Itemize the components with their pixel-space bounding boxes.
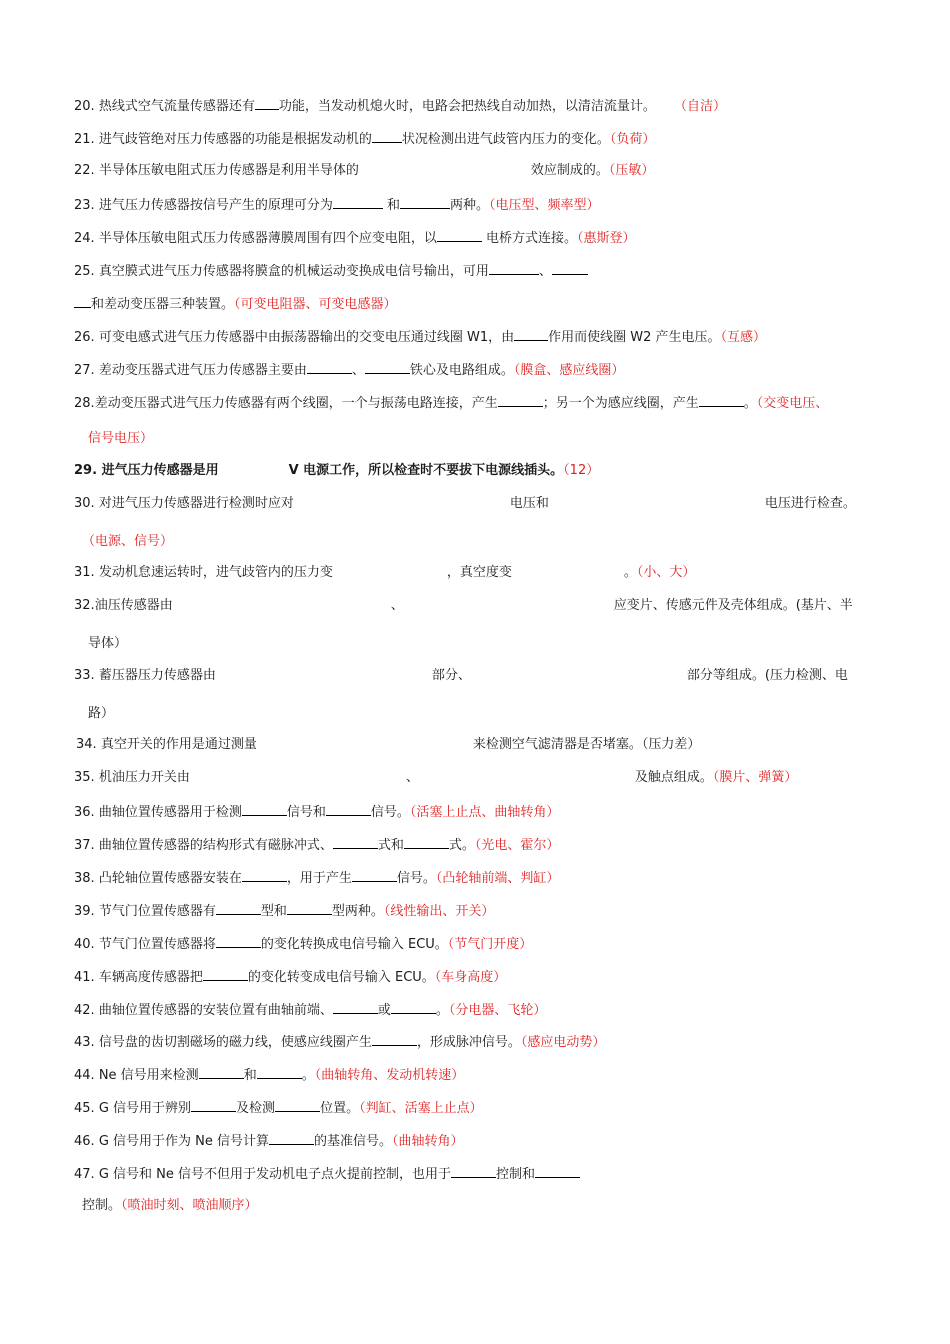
q-text: 真空开关的作用是通过测量 bbox=[100, 737, 257, 752]
q-text: G 信号和 Ne 信号不但用于发动机电子点火提前控制，也用于 bbox=[98, 1167, 452, 1182]
question-20 bbox=[74, 96, 726, 116]
blank bbox=[191, 1098, 236, 1112]
q-text: 可变电感式进气压力传感器中由振荡器输出的交变电压通过线圈 W1，由 bbox=[98, 330, 515, 345]
answer: （曲轴转角、发动机转速） bbox=[314, 1068, 465, 1083]
q-text: 差动变压器式进气压力传感器有两个线圈，一个与振荡电路连接，产生 bbox=[94, 396, 498, 411]
q-text: 、 bbox=[351, 363, 365, 378]
q-num: 36. bbox=[74, 805, 95, 820]
blank bbox=[372, 129, 402, 143]
q-text: 式。 bbox=[448, 838, 475, 853]
q-text: 电压和 bbox=[509, 496, 549, 511]
question-44 bbox=[74, 1065, 464, 1085]
answer: （膜盒、感应线圈） bbox=[513, 363, 625, 378]
q-text: 真空膜式进气压力传感器将膜盒的机械运动变换成电信号输出，可用 bbox=[98, 264, 489, 279]
answer: （电压型、频率型） bbox=[489, 198, 600, 213]
q-text: 、 bbox=[390, 598, 404, 613]
q-text: 电压进行检查。 bbox=[764, 496, 856, 511]
q-text: ，形成脉冲信号。 bbox=[416, 1035, 521, 1050]
q-text: 信号。 bbox=[396, 871, 436, 886]
blank bbox=[287, 901, 332, 915]
q-num: 23. bbox=[74, 198, 95, 213]
q-text: 或 bbox=[377, 1003, 391, 1018]
q-text: 式和 bbox=[377, 838, 404, 853]
q-text: 。 bbox=[435, 1003, 449, 1018]
answer: （感应电动势） bbox=[520, 1035, 606, 1050]
q-text: 进气歧管绝对压力传感器的功能是根据发动机的 bbox=[98, 132, 372, 147]
answer: （电源、信号） bbox=[82, 534, 174, 549]
q-text: 功能，当发动机熄火时，电路会把热线自动加热，以清洁流量计。 bbox=[278, 99, 656, 114]
q-text: 机油压力开关由 bbox=[98, 770, 190, 785]
q-text: ，真空度变 bbox=[446, 565, 512, 580]
q-text: 部分等组成。(压力检测、电 bbox=[686, 668, 848, 683]
blank bbox=[352, 868, 397, 882]
answer: （节气门开度） bbox=[447, 937, 533, 952]
answer: （活塞上止点、曲轴转角） bbox=[409, 805, 560, 820]
q-text: 控制和 bbox=[496, 1167, 536, 1182]
q-text: G 信号用于辨别 bbox=[98, 1101, 192, 1116]
question-31 bbox=[74, 564, 695, 582]
blank bbox=[333, 195, 383, 209]
question-47 bbox=[74, 1164, 580, 1184]
q-text: ，用于产生 bbox=[286, 871, 352, 886]
q-text: 的变化转换成电信号输入 ECU。 bbox=[260, 937, 448, 952]
q-text: 曲轴位置传感器用于检测 bbox=[98, 805, 242, 820]
question-27 bbox=[74, 360, 624, 380]
q-num: 41. bbox=[74, 970, 95, 985]
q-text: 油压传感器由 bbox=[94, 598, 173, 613]
q-text: V 电源工作，所以检查时不要拔下电源线插头。 bbox=[288, 463, 564, 478]
question-47-cont bbox=[82, 1197, 258, 1215]
blank bbox=[365, 360, 410, 374]
q-text: 曲轴位置传感器的安装位置有曲轴前端、 bbox=[98, 1003, 333, 1018]
blank bbox=[514, 327, 548, 341]
q-text: 热线式空气流量传感器还有 bbox=[98, 99, 255, 114]
q-text: 对进气压力传感器进行检测时应对 bbox=[98, 496, 294, 511]
q-text: 。 bbox=[743, 396, 757, 411]
answer: （光电、霍尔） bbox=[474, 838, 560, 853]
q-num: 20. bbox=[74, 99, 95, 114]
question-42 bbox=[74, 1000, 546, 1020]
q-text: 来检测空气滤清器是否堵塞。（压力差） bbox=[472, 737, 701, 752]
blank bbox=[242, 802, 287, 816]
q-text: 进气压力传感器是用 bbox=[101, 463, 219, 478]
question-30 bbox=[74, 495, 856, 513]
q-text: 控制。 bbox=[82, 1198, 122, 1213]
blank bbox=[216, 901, 261, 915]
question-29 bbox=[74, 462, 599, 480]
q-text: 信号和 bbox=[286, 805, 326, 820]
q-text: 节气门位置传感器有 bbox=[98, 904, 216, 919]
q-text: 及检测 bbox=[236, 1101, 276, 1116]
q-num: 42. bbox=[74, 1003, 95, 1018]
blank bbox=[391, 1000, 436, 1014]
answer: （自洁） bbox=[674, 99, 727, 114]
q-num: 24. bbox=[74, 231, 95, 246]
answer: （可变电阻器、可变电感器） bbox=[234, 297, 397, 312]
q-text: 。 bbox=[301, 1068, 315, 1083]
question-34 bbox=[76, 736, 700, 754]
blank bbox=[699, 393, 744, 407]
q-num: 33. bbox=[74, 668, 95, 683]
blank bbox=[451, 1164, 496, 1178]
q-num: 47. bbox=[74, 1167, 95, 1182]
answer: （12） bbox=[563, 463, 600, 478]
q-text: Ne 信号用来检测 bbox=[98, 1068, 199, 1083]
question-25 bbox=[74, 261, 588, 281]
q-text: 发动机怠速运转时，进气歧管内的压力变 bbox=[98, 565, 333, 580]
blank bbox=[372, 1032, 417, 1046]
answer: （凸轮轴前端、判缸） bbox=[435, 871, 560, 886]
q-num: 26. bbox=[74, 330, 95, 345]
q-text: 节气门位置传感器将 bbox=[98, 937, 216, 952]
q-num: 27. bbox=[74, 363, 95, 378]
blank bbox=[242, 868, 287, 882]
q-text: 导体） bbox=[88, 636, 128, 651]
q-text: G 信号用于作为 Ne 信号计算 bbox=[98, 1134, 270, 1149]
q-text: 半导体压敏电阻式压力传感器是利用半导体的 bbox=[98, 163, 359, 178]
q-num: 46. bbox=[74, 1134, 95, 1149]
blank bbox=[552, 261, 588, 275]
q-text: 信号。 bbox=[370, 805, 410, 820]
q-text: 和差动变压器三种装置。 bbox=[91, 297, 235, 312]
question-43 bbox=[74, 1032, 605, 1052]
q-num: 28. bbox=[74, 396, 95, 411]
answer: （曲轴转角） bbox=[392, 1134, 464, 1149]
q-text: 效应制成的。 bbox=[530, 163, 609, 178]
blank bbox=[333, 835, 378, 849]
question-23 bbox=[74, 195, 600, 215]
q-text: 电桥方式连接。 bbox=[485, 231, 577, 246]
q-text: 状况检测出进气歧管内压力的变化。 bbox=[401, 132, 610, 147]
q-text: 型两种。 bbox=[331, 904, 384, 919]
blank bbox=[275, 1098, 320, 1112]
question-33 bbox=[74, 667, 848, 685]
answer: （分电器、飞轮） bbox=[448, 1003, 547, 1018]
q-text: 、 bbox=[405, 770, 419, 785]
q-text: 进气压力传感器按信号产生的原理可分为 bbox=[98, 198, 333, 213]
question-35 bbox=[74, 769, 797, 787]
question-24 bbox=[74, 228, 636, 248]
question-41 bbox=[74, 967, 506, 987]
q-text: 位置。 bbox=[320, 1101, 360, 1116]
q-num: 31. bbox=[74, 565, 95, 580]
answer: （小、大） bbox=[636, 565, 696, 580]
answer: （膜片、弹簧） bbox=[712, 770, 798, 785]
blank bbox=[489, 261, 539, 275]
question-46 bbox=[74, 1131, 464, 1151]
q-num: 30. bbox=[74, 496, 95, 511]
blank bbox=[216, 934, 261, 948]
blank bbox=[257, 1065, 302, 1079]
q-num: 45. bbox=[74, 1101, 95, 1116]
q-text: 车辆高度传感器把 bbox=[98, 970, 203, 985]
q-text: 的变化转变成电信号输入 ECU。 bbox=[247, 970, 435, 985]
answer: （压敏） bbox=[608, 163, 655, 178]
answer: （互感） bbox=[720, 330, 766, 345]
blank bbox=[74, 294, 91, 308]
answer: （惠斯登） bbox=[577, 231, 636, 246]
answer: （线性输出、开关） bbox=[383, 904, 495, 919]
q-num: 29. bbox=[74, 463, 98, 478]
question-40 bbox=[74, 934, 532, 954]
blank bbox=[535, 1164, 580, 1178]
q-text: 蓄压器压力传感器由 bbox=[98, 668, 216, 683]
q-text: 两种。 bbox=[450, 198, 490, 213]
answer: （判缸、活塞上止点） bbox=[359, 1101, 483, 1116]
blank bbox=[203, 967, 248, 981]
question-22 bbox=[74, 162, 654, 180]
blank bbox=[326, 802, 371, 816]
blank bbox=[269, 1131, 314, 1145]
q-text: 和 bbox=[243, 1068, 257, 1083]
q-text: 应变片、传感元件及壳体组成。(基片、半 bbox=[613, 598, 853, 613]
q-text: 作用而使线圈 W2 产生电压。 bbox=[548, 330, 721, 345]
question-21 bbox=[74, 129, 655, 149]
question-26 bbox=[74, 327, 766, 347]
q-num: 38. bbox=[74, 871, 95, 886]
q-text: 、 bbox=[538, 264, 552, 279]
question-39 bbox=[74, 901, 494, 921]
q-text: 凸轮轴位置传感器安装在 bbox=[98, 871, 242, 886]
blank bbox=[333, 1000, 378, 1014]
question-28-cont bbox=[88, 430, 153, 448]
q-num: 22. bbox=[74, 163, 95, 178]
q-num: 25. bbox=[74, 264, 95, 279]
q-num: 37. bbox=[74, 838, 95, 853]
question-32 bbox=[74, 597, 853, 615]
blank bbox=[404, 835, 449, 849]
q-num: 32. bbox=[74, 598, 95, 613]
answer: （负荷） bbox=[609, 132, 656, 147]
q-text: 和 bbox=[386, 198, 400, 213]
blank bbox=[307, 360, 352, 374]
q-text: 型和 bbox=[260, 904, 287, 919]
q-num: 40. bbox=[74, 937, 95, 952]
answer: 信号电压） bbox=[88, 431, 154, 446]
q-num: 21. bbox=[74, 132, 95, 147]
question-38 bbox=[74, 868, 559, 888]
question-32-cont bbox=[88, 635, 127, 653]
q-num: 43. bbox=[74, 1035, 95, 1050]
question-36 bbox=[74, 802, 559, 822]
q-text: 信号盘的齿切割磁场的磁力线，使感应线圈产生 bbox=[98, 1035, 372, 1050]
question-25-cont bbox=[74, 294, 397, 314]
q-text: 及触点组成。 bbox=[634, 770, 713, 785]
q-text: 铁心及电路组成。 bbox=[409, 363, 514, 378]
q-text: ；另一个为感应线圈，产生 bbox=[542, 396, 699, 411]
q-num: 39. bbox=[74, 904, 95, 919]
q-text: 。 bbox=[623, 565, 637, 580]
q-text: 差动变压器式进气压力传感器主要由 bbox=[98, 363, 307, 378]
answer: （车身高度） bbox=[434, 970, 507, 985]
blank bbox=[199, 1065, 244, 1079]
q-text: 的基准信号。 bbox=[314, 1134, 393, 1149]
q-num: 34. bbox=[76, 737, 97, 752]
blank bbox=[498, 393, 543, 407]
question-37 bbox=[74, 835, 559, 855]
question-45 bbox=[74, 1098, 483, 1118]
question-28 bbox=[74, 393, 828, 413]
answer: （交变电压、 bbox=[756, 396, 829, 411]
q-text: 曲轴位置传感器的结构形式有磁脉冲式、 bbox=[98, 838, 333, 853]
blank bbox=[400, 195, 450, 209]
answer: （喷油时刻、喷油顺序） bbox=[121, 1198, 258, 1213]
q-text: 半导体压敏电阻式压力传感器薄膜周围有四个应变电阻，以 bbox=[98, 231, 437, 246]
question-33-cont bbox=[88, 705, 114, 723]
q-num: 44. bbox=[74, 1068, 95, 1083]
blank bbox=[437, 228, 482, 242]
q-text: 路） bbox=[88, 706, 115, 721]
question-30-cont bbox=[82, 533, 173, 551]
blank bbox=[255, 96, 279, 110]
q-text: 部分、 bbox=[431, 668, 471, 683]
q-num: 35. bbox=[74, 770, 95, 785]
